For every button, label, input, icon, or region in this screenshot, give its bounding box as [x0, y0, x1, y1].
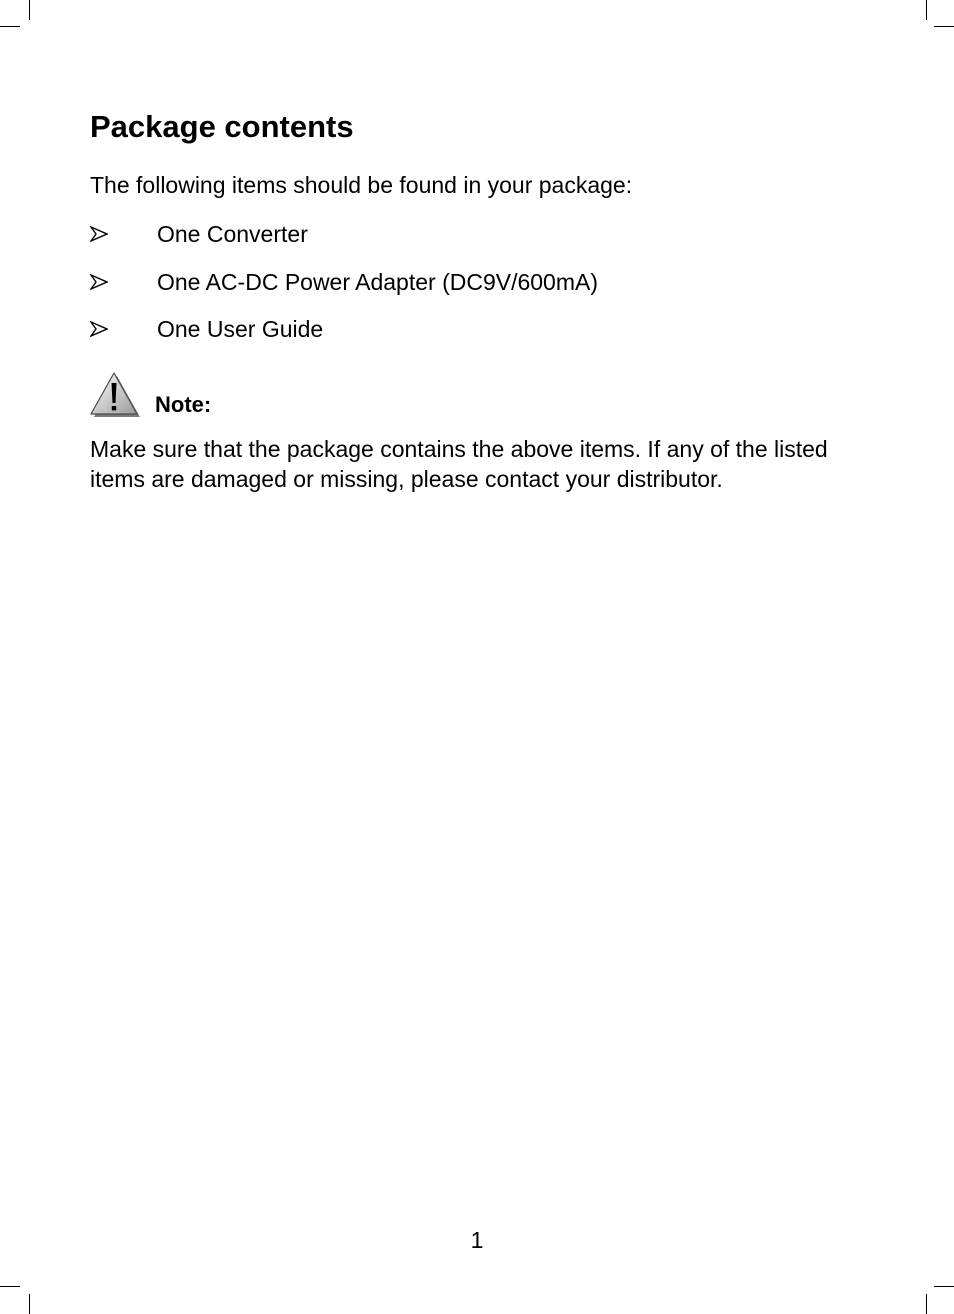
warning-icon: [89, 372, 141, 418]
arrow-bullet-icon: [90, 226, 108, 242]
list-item-label: One User Guide: [157, 316, 324, 342]
intro-text: The following items should be found in your package:: [90, 172, 633, 198]
crop-mark-top-right-horizontal: [934, 26, 954, 27]
list-item-label: One Converter: [157, 221, 308, 247]
arrow-bullet-icon: [90, 321, 108, 337]
crop-mark-bottom-right-horizontal: [934, 1286, 954, 1287]
note-body: Make sure that the package contains the above items. If any of the listed items are damaged or missing, please contact your distributor.: [90, 436, 828, 492]
crop-mark-top-left-vertical: [29, 0, 30, 20]
page-number: 1: [470, 1227, 484, 1253]
crop-mark-top-left-horizontal: [0, 26, 20, 27]
list-item-label: One AC-DC Power Adapter (DC9V/600mA): [157, 268, 599, 295]
crop-mark-bottom-left-horizontal: [0, 1286, 20, 1287]
arrow-bullet-icon: [90, 274, 108, 290]
crop-mark-bottom-right-vertical: [926, 1294, 927, 1314]
crop-mark-bottom-left-vertical: [29, 1294, 30, 1314]
page-title: Package contents: [90, 109, 354, 144]
crop-mark-top-right-vertical: [926, 0, 927, 20]
note-label: Note:: [155, 392, 212, 417]
